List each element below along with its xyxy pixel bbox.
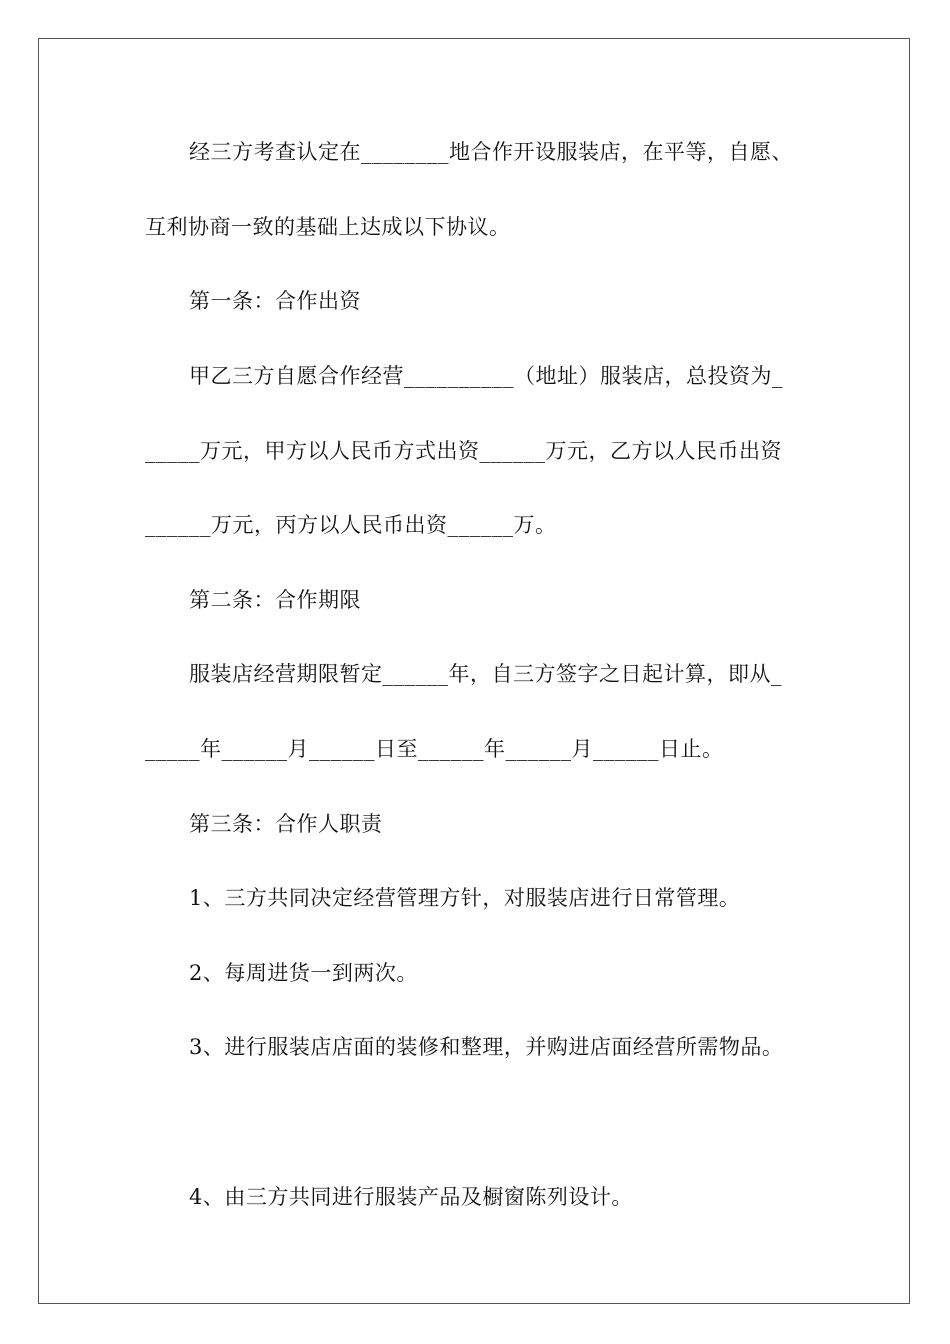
article-1-line-1: 甲乙三方自愿合作经营__________（地址）服装店，总投资为_ [189,364,783,388]
duty-item-4: 4、由三方共同进行服装产品及橱窗陈列设计。 [189,1185,633,1209]
article-2-heading: 第二条：合作期限 [189,588,361,612]
article-2-line-2: _____年______月______日至______年______月______日止。 [145,737,724,761]
article-1-line-2: _____万元，甲方以人民币方式出资______万元，乙方以人民币出资 [145,439,782,463]
duty-item-3: 3、进行服装店店面的装修和整理，并购进店面经营所需物品。 [189,1035,784,1059]
paragraph-intro-line-2: 互利协商一致的基础上达成以下协议。 [145,215,511,239]
duty-item-2: 2、每周进货一到两次。 [189,961,418,985]
article-1-line-3: ______万元，丙方以人民币出资______万。 [145,513,557,537]
article-3-heading: 第三条：合作人职责 [189,812,383,836]
article-2-line-1: 服装店经营期限暂定______年，自三方签字之日起计算，即从_ [189,662,782,686]
paragraph-intro-line-1: 经三方考查认定在________地合作开设服装店，在平等，自愿、 [189,140,793,164]
article-1-heading: 第一条：合作出资 [189,289,361,313]
duty-item-1: 1、三方共同决定经营管理方针，对服装店进行日常管理。 [189,886,741,910]
